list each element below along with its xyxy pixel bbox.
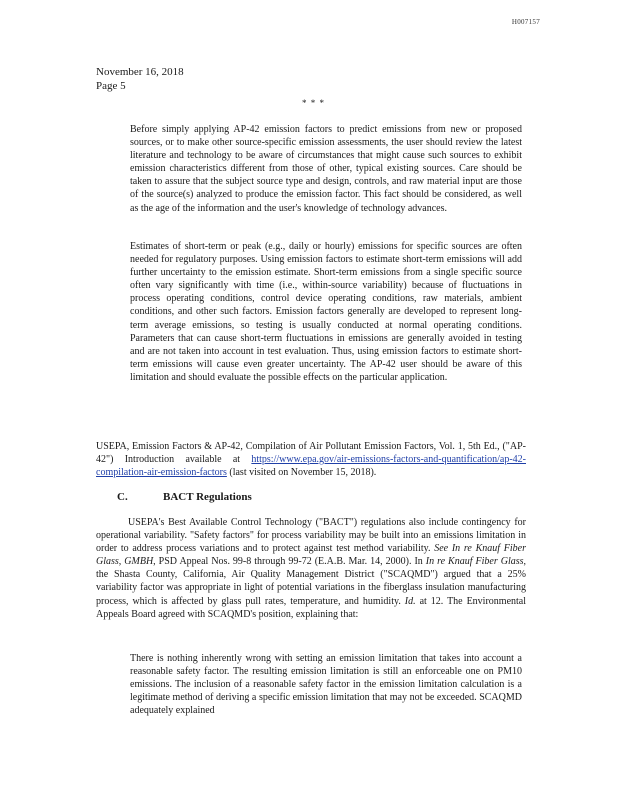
section-letter: C. bbox=[117, 491, 128, 503]
body-text-3: , the Shasta County, California, Air Quality Management District ("SCAQMD") argued that a 25% variability factor was appropriate in light of potential variations in the fiberglass insulation manufacturing process, which is affected by glass pull rates, temperature, and humidity. bbox=[96, 556, 527, 607]
section-separator: * * * bbox=[302, 98, 325, 108]
citation-link[interactable]: https://www.epa.gov/air-emissions-factors-and-quantification/ap-42-compilation-air-emission-factors bbox=[96, 454, 526, 479]
section-heading bbox=[117, 491, 252, 503]
case-cite-1: See In re Knauf Fiber Glass, GMBH bbox=[96, 543, 526, 568]
body-text-4: at 12. The Environmental Appeals Board agreed with SCAQMD's position, explaining that: bbox=[96, 595, 527, 620]
quote-paragraph-2: Estimates of short-term or peak (e.g., daily or hourly) emissions for specific sources are often needed for regulatory purposes. Using emission factors to estimate short-term emissions will add further uncertainty to the emission estimate. Short-term emissions from a single specific source often vary significantly with time (i.e., within-source variability) because of fluctuations in process operating conditions, control device operating conditions, raw materials, ambient conditions, and other such factors. Emission factors generally are developed to represent long-term average emissions, so testing is usually conducted at normal operating conditions. Parameters that can cause short-term fluctuations in emissions are generally avoided in testing and are not taken into account in test evaluation. Thus, using emission factors to estimate short-term emissions will cause even greater uncertainty. The AP-42 user should be aware of this limitation and should evaluate the possible effects on the particular application. bbox=[130, 241, 522, 383]
quote-paragraph-1: Before simply applying AP-42 emission factors to predict emissions from new or proposed sources, or to make other source-specific emission assessments, the user should review the latest literature and technology to be aware of circumstances that might cause such sources to exhibit emission characteristics different from those of other, typical existing sources. Care should be taken to assure that the subject source type and design, controls, and raw material input are those of the source(s) analyzed to produce the emission factor. This fact should be considered, as well as the age of the information and the user's knowledge of technology advances. bbox=[130, 124, 522, 214]
citation-suffix: (last visited on November 15, 2018). bbox=[226, 467, 377, 479]
body-text-2: , PSD Appeal Nos. 99-8 through 99-72 (E.A.B. Mar. 14, 2000). In bbox=[153, 556, 426, 568]
section-title: BACT Regulations bbox=[163, 491, 252, 503]
case-cite-2: In re Knauf Fiber Glass bbox=[425, 556, 524, 568]
body-text-1: USEPA's Best Available Control Technology ("BACT") regulations also include contingency for operational variability. "Safety factors" for process variability may be built into an emissions limitation in order to address process variations and to protect against test method variability. bbox=[96, 517, 526, 555]
quote-paragraph-3: There is nothing inherently wrong with setting an emission limitation that takes into account a reasonable safety factor. The resulting emission limitation is still an enforceable one on PM10 emissions. The inclusion of a reasonable safety factor in the emission limitation calculation is a legitimate method of deriving a specific emission limitation that may not be exceeded. SCAQMD adequately explained bbox=[130, 653, 522, 717]
citation-footnote bbox=[96, 440, 526, 479]
body-paragraph bbox=[96, 516, 526, 621]
page-number: Page 5 bbox=[96, 80, 126, 92]
bates-number: H007157 bbox=[511, 18, 540, 26]
letter-date: November 16, 2018 bbox=[96, 66, 184, 78]
case-cite-3: Id. bbox=[404, 595, 416, 607]
citation-text: USEPA, Emission Factors & AP-42, Compilation of Air Pollutant Emission Factors, Vol. 1, 5th Ed., ("AP-42") Introduction available at bbox=[96, 441, 526, 466]
